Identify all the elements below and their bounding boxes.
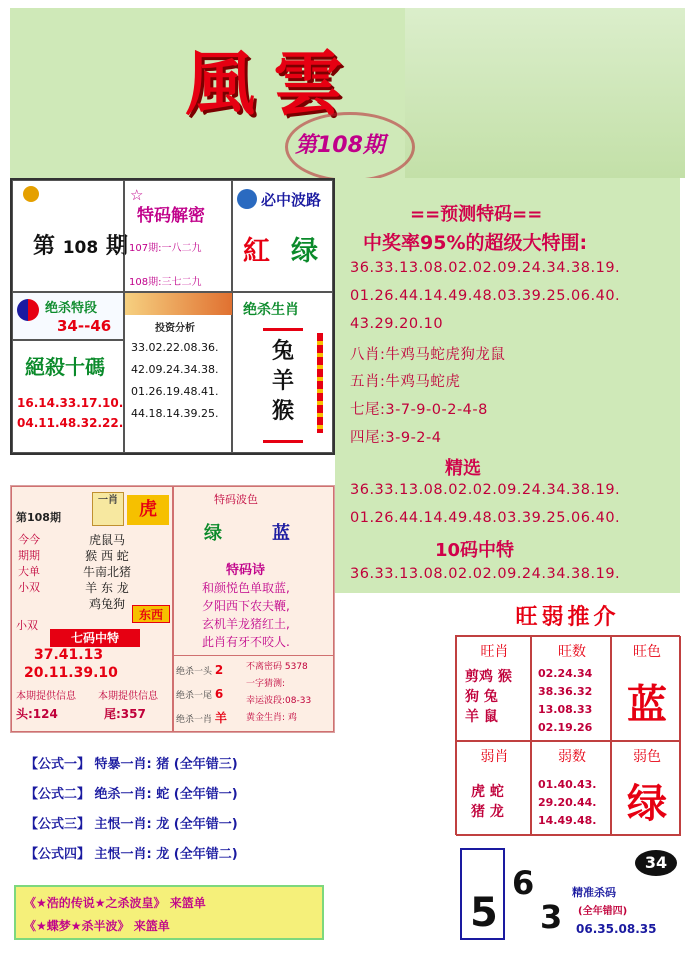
- jingxuan-numbers: 01.26.44.14.49.48.03.39.25.06.40.: [350, 510, 621, 526]
- animal-scroll: [263, 328, 303, 443]
- ruo-shu-line: 29.20.44.: [538, 796, 597, 809]
- formula-tag: 【公式四】: [25, 847, 91, 862]
- tou-label: 本期提供信息: [16, 691, 76, 702]
- prediction-item: [350, 398, 488, 419]
- prediction-title: ==预测特码==: [410, 204, 543, 225]
- poem-line: 此肖有牙不咬人.: [202, 635, 290, 649]
- left-col-line: 期期: [18, 549, 40, 562]
- prediction-item-label: 八肖:: [350, 347, 386, 363]
- jingxuan-numbers: 36.33.13.08.02.02.09.24.34.38.19.: [350, 482, 621, 498]
- wang-xiao-line: 剪鸡 猴: [465, 669, 512, 685]
- bottom-right-line: 一字猜测:: [246, 679, 286, 689]
- prediction-item-value: 3-9-2-4: [385, 430, 442, 446]
- juesha-shima-title: 絕殺十碼: [25, 355, 105, 379]
- yellow-panel: [14, 885, 324, 940]
- jingzhun-label: 精准杀码: [572, 886, 616, 899]
- circle-number: 34: [635, 850, 677, 876]
- wang-xiao-cell: [456, 636, 531, 741]
- bizhong-cell: [232, 180, 333, 292]
- wangruo-table: [455, 635, 680, 835]
- formula-tag: 【公式一】: [25, 757, 91, 772]
- wang-xiao-header: 旺肖: [480, 644, 509, 660]
- touzi-cell: [124, 292, 232, 453]
- big-digit: 6: [512, 864, 535, 902]
- issue-number: 108: [62, 238, 99, 258]
- juesha-teduan-title: 绝杀特段: [45, 301, 98, 316]
- touzi-line: 42.09.24.34.38.: [131, 363, 219, 376]
- ml-issue: 第108期: [16, 511, 61, 524]
- coin-icon: [23, 186, 39, 202]
- wang-se-header: 旺色: [633, 644, 661, 660]
- bottom-row-value: 2: [214, 663, 224, 677]
- page-title: 風雲: [185, 42, 361, 125]
- wang-shu-list: [538, 665, 592, 737]
- divider: [174, 655, 334, 656]
- jingxuan-title: 精选: [445, 458, 481, 479]
- bottom-right-box: [460, 848, 685, 940]
- ruo-shu-line: 14.49.48.: [538, 814, 597, 827]
- prediction-subtitle: 中奖率95%的超级大特围:: [363, 232, 588, 254]
- wang-shu-line: 13.08.33: [538, 703, 593, 716]
- tema-jiemi-line: 108期:三七二九: [129, 277, 202, 288]
- ruo-shu-cell: [531, 741, 611, 836]
- bizhong-title: 必中波路: [261, 191, 322, 209]
- juesha-shengxiao-title: 绝杀生肖: [243, 302, 299, 318]
- juesha-teduan-range: 34--46: [57, 317, 112, 335]
- big-digit: 5: [470, 890, 498, 936]
- formula-line: [25, 753, 238, 772]
- touzi-title: 投资分析: [155, 323, 195, 334]
- quannian-label: (全年错四): [578, 906, 628, 917]
- left-top-panel: [10, 178, 335, 455]
- formula-line: [25, 843, 238, 862]
- poem-line: 和颜悦色单取蓝,: [202, 581, 290, 595]
- formula-line: [25, 813, 238, 832]
- prediction-numbers: 43.29.20.10: [350, 316, 444, 332]
- prediction-item: [350, 426, 442, 447]
- juesha-teduan-cell: [12, 292, 124, 340]
- shima-numbers: 36.33.13.08.02.02.09.24.34.38.19.: [350, 566, 621, 582]
- wei-value: 尾:357: [104, 707, 146, 721]
- wang-shu-header: 旺数: [558, 644, 586, 660]
- ruo-shu-line: 01.40.43.: [538, 778, 597, 791]
- formula-text: 主恨一肖: 龙 (全年错一): [94, 817, 238, 832]
- juesha-animals: 兔羊猴: [271, 339, 294, 424]
- juesha-shima-cell: [12, 340, 124, 453]
- tou-value: 头:124: [16, 707, 58, 721]
- poem-line: 夕阳西下农夫鞭,: [202, 599, 290, 613]
- prediction-item-label: 五肖:: [350, 374, 386, 390]
- bose-left: 绿: [204, 523, 222, 544]
- touzi-line: 44.18.14.39.25.: [131, 407, 219, 420]
- formula-text: 主恨一肖: 龙 (全年错二): [94, 847, 238, 862]
- prediction-panel: [335, 178, 680, 593]
- prediction-numbers: 01.26.44.14.49.48.03.39.25.06.40.: [350, 288, 621, 304]
- globe-icon: [237, 189, 257, 209]
- big-digit: 3: [540, 898, 563, 936]
- ruo-shu-list: [538, 776, 596, 830]
- juesha-shengxiao-cell: [232, 292, 333, 453]
- issue-badge: 第108期: [295, 133, 385, 158]
- tema-bose: 特码波色: [214, 493, 258, 506]
- issue-prefix: 第: [33, 234, 56, 259]
- wang-shu-line: 02.19.26: [538, 721, 593, 734]
- poem: [202, 579, 332, 651]
- yixiao-value: 虎: [127, 495, 169, 525]
- small-double: 小双: [16, 619, 38, 632]
- prediction-item-value: 3-7-9-0-2-4-8: [385, 402, 488, 418]
- east-west: 东西: [132, 605, 170, 623]
- shima-title: 10码中特: [435, 540, 515, 561]
- animals-grid-line: 牛南北猪: [82, 565, 131, 579]
- ruo-se-cell: [611, 741, 681, 836]
- wangruo-title: 旺弱推介: [515, 605, 620, 630]
- touzi-line: 33.02.22.08.36.: [131, 341, 219, 354]
- poem-title: 特码诗: [226, 563, 266, 578]
- formula-panel: [10, 745, 335, 865]
- yellow-line: 《★蝶梦★杀半波》 来篮单: [24, 919, 170, 933]
- animals-grid-line: 虎鼠马: [88, 533, 125, 547]
- shengxiao-cell: [11, 486, 173, 732]
- left-col-line: 小双: [18, 581, 40, 594]
- formula-tag: 【公式三】: [25, 817, 91, 832]
- ruo-xiao-cell: [456, 741, 531, 836]
- wang-shu-line: 38.36.32: [538, 685, 593, 698]
- formula-text: 特暴一肖: 猪 (全年错三): [94, 757, 238, 772]
- bottom-row-label: 绝杀一头: [176, 667, 213, 677]
- ruo-se-value: 绿: [627, 781, 667, 827]
- prediction-item-label: 四尾:: [350, 430, 386, 446]
- wangruo-panel: [455, 600, 680, 840]
- animals-grid-line: 羊 东 龙: [85, 581, 129, 595]
- yellow-line: 《★浩的传说★之杀波皇》 来篮单: [24, 896, 206, 910]
- prediction-numbers: 36.33.13.08.02.02.09.24.34.38.19.: [350, 260, 621, 276]
- bottom-row-value: 羊: [214, 711, 227, 725]
- formula-text: 绝杀一肖: 蛇 (全年错一): [94, 787, 238, 802]
- digit-frame: [460, 848, 505, 940]
- ruo-xiao-line: 猪 龙: [471, 804, 504, 820]
- formula-line: [25, 783, 238, 802]
- juesha-shima-line: 16.14.33.17.10.: [17, 396, 124, 410]
- bottom-right-line: 不离密码 5378: [246, 662, 308, 672]
- left-col-line: 大单: [18, 565, 40, 578]
- flower-banner: [125, 293, 233, 315]
- prediction-item: [350, 343, 505, 364]
- tema-shi-cell: [173, 486, 334, 732]
- mid-left-panel: [10, 485, 335, 733]
- formula-tag: 【公式二】: [25, 787, 91, 802]
- bose-red: 紅: [243, 236, 270, 267]
- ruo-xiao-list: [471, 782, 504, 822]
- tema-jiemi-cell: [124, 180, 232, 292]
- issue-suffix: 期: [105, 234, 128, 259]
- lantern-string: [317, 333, 323, 433]
- wang-se-value: 蓝: [627, 682, 667, 728]
- wang-xiao-line: 狗 兔: [465, 689, 498, 705]
- header-stripe: [405, 8, 685, 178]
- wang-shu-cell: [531, 636, 611, 741]
- poem-line: 玄机羊龙猪红土,: [202, 617, 290, 631]
- issue-cell: [12, 180, 128, 292]
- ruo-xiao-line: 虎 蛇: [471, 784, 504, 800]
- bottom-rows: [176, 659, 236, 731]
- bottom-row: [176, 683, 236, 707]
- kill-numbers: 06.35.08.35: [576, 922, 657, 936]
- bottom-row: [176, 659, 236, 683]
- wang-xiao-list: [465, 667, 512, 727]
- wei-label: 本期提供信息: [98, 691, 158, 702]
- tema-jiemi-line: 107期:一八二九: [129, 243, 202, 254]
- ruo-se-header: 弱色: [633, 749, 661, 765]
- prediction-item-value: 牛鸡马蛇虎: [385, 374, 461, 390]
- yinyang-icon: [17, 299, 39, 321]
- bottom-row: [176, 707, 236, 731]
- wang-shu-line: 02.24.34: [538, 667, 593, 680]
- qima-title: 七码中特: [50, 629, 140, 647]
- left-col-text: [18, 532, 48, 596]
- prediction-item-label: 七尾:: [350, 402, 386, 418]
- tema-jiemi-title: 特码解密: [137, 206, 205, 226]
- bottom-row-label: 绝杀一肖: [176, 715, 213, 725]
- bose-right: 蓝: [272, 523, 290, 544]
- animals-grid-line: 猴 西 蛇: [85, 549, 129, 563]
- wang-xiao-line: 羊 鼠: [465, 709, 498, 725]
- animals-grid: [52, 532, 162, 612]
- touzi-line: 01.26.19.48.41.: [131, 385, 219, 398]
- qima-line: 37.41.13: [34, 647, 104, 663]
- left-col-line: 今今: [18, 533, 40, 546]
- bottom-row-label: 绝杀一尾: [176, 691, 213, 701]
- yixiao-label: 一肖: [92, 492, 124, 526]
- animals-grid-line: 鸡兔狗: [88, 597, 125, 611]
- ruo-xiao-header: 弱肖: [480, 749, 509, 765]
- bose-green: 绿: [291, 236, 318, 267]
- prediction-item-value: 牛鸡马蛇虎狗龙鼠: [385, 347, 506, 363]
- qima-line: 20.11.39.10: [24, 665, 118, 681]
- star-icon: ☆: [130, 186, 144, 204]
- bottom-right-line: 黄金生肖: 鸡: [246, 713, 297, 723]
- bottom-right-info: [246, 659, 334, 727]
- ruo-shu-header: 弱数: [558, 749, 586, 765]
- bottom-right-line: 幸运波段:08-33: [246, 696, 312, 706]
- wang-se-cell: [611, 636, 681, 741]
- juesha-shima-line: 04.11.48.32.22.: [17, 416, 124, 430]
- prediction-item: [350, 370, 460, 391]
- bottom-row-value: 6: [214, 687, 224, 701]
